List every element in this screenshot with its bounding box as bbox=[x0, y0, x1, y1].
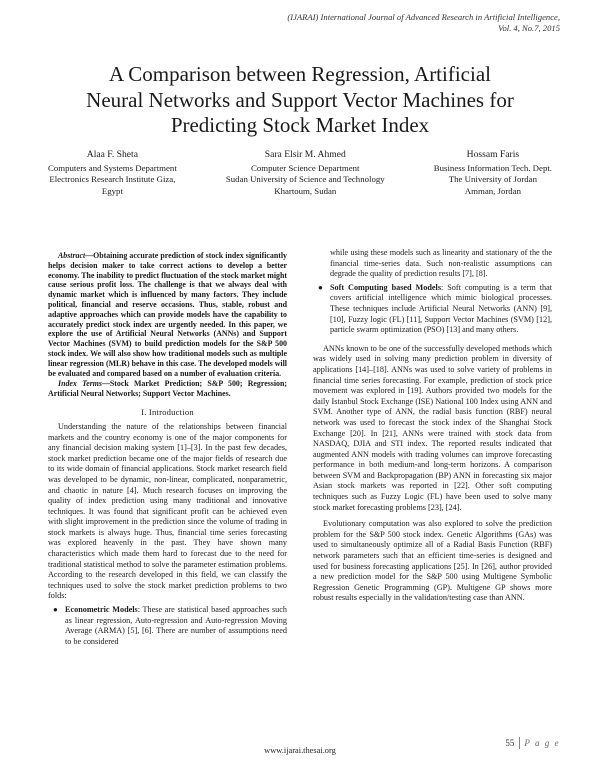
author-name: Alaa F. Sheta bbox=[86, 149, 138, 160]
bullet-text: : These are statistical based approaches such as linear regression, Auto-regression and Auto-regression Moving Average (ARMA) [5], [6]. There are number of assumptions need to be considered bbox=[65, 605, 287, 646]
bullet-icon: ● bbox=[53, 605, 58, 615]
title-line-2: Neural Networks and Support Vector Machines for bbox=[86, 87, 514, 112]
technique-list-continued bbox=[313, 283, 552, 336]
bullet-icon: ● bbox=[318, 282, 323, 292]
author-affiliation: Khartoum, Sudan bbox=[274, 185, 337, 196]
author-affiliation: Computer Science Department bbox=[251, 162, 360, 173]
author-affiliation: Sudan University of Science and Technology bbox=[225, 174, 385, 184]
section-heading: I. Introduction bbox=[141, 406, 194, 417]
author-name: Hossam Faris bbox=[466, 149, 520, 160]
page-number-block bbox=[505, 737, 560, 749]
title-line-1: A Comparison between Regression, Artificial bbox=[108, 62, 491, 86]
footer-url: www.ijarai.thesai.org bbox=[264, 746, 336, 755]
bullet-continuation: while using these models such as linearity and stationary of the the financial time-series data. Such non-realistic assumptions can degrade the quality of prediction results [7], [8]. bbox=[330, 248, 552, 279]
author-affiliation: The University of Jordan bbox=[448, 174, 537, 184]
index-terms-label: Index Terms bbox=[58, 379, 102, 389]
page-divider bbox=[519, 737, 520, 749]
bullet-term: Soft Computing based Models bbox=[330, 282, 442, 292]
abstract-label: Abstract bbox=[58, 251, 86, 260]
technique-list bbox=[48, 605, 287, 647]
journal-volume: Vol. 4, No.7, 2015 bbox=[498, 23, 560, 33]
author-affiliation: Egypt bbox=[101, 185, 123, 196]
list-item bbox=[313, 283, 552, 336]
abstract bbox=[48, 251, 287, 378]
intro-paragraph-1: Understanding the nature of the relationships between financial markets and the country economy is one of the major components for any financial decision making system [1]–[3]. In the past few decades, stock market prediction became one of the major fields of research due to its wide domain of financial applications. Stock market research field was developed to be dynamic, non-linear, complicated, nonparametric, and chaotic in nature [4]. Much research focuses on improving the quality of index prediction using many traditional and innovative techniques. It was found that significant profit can be achieved even with slight improvement in the prediction since the volume of trading in stock markets is always huge. Thus, financial time series forecasting was explored heavenly in the past. They have shown many characteristics which made them hard to forecast due to the need for traditional statistical method to solve the parameter estimation problems. According to the research developed in this field, we can classify the techniques used to solve the stock market prediction problems to two folds: bbox=[48, 421, 287, 601]
author-affiliation: Computers and Systems Department bbox=[48, 162, 177, 173]
bullet-text: : Soft computing is a term that covers artificial intelligence which mimic biological processes. These techniques include Artificial Neural Networks (ANN) [9], [10], Fuzzy logic (FL) [11], Support Vector Machines (SVM) [12], particle swarm optimization (PSO) [13] and many others. bbox=[330, 282, 552, 335]
intro-paragraph-2: ANNs known to be one of the successfully developed methods which was widely used in solving many prediction problem in diversity of applications [14]–[18]. ANNs was used to solve variety of problems in financial time series forecasting. For example, prediction of stock price movement was explored in [19]. Authors provided two models for the daily Istanbul Stock Exchange (ISE) National 100 Index using ANN and SVM. Another type of ANN, the radial basis function (RBF) neural network was used to forecast the stock index of the Shanghai Stock Exchange [20]. In [21], ANNs were trained with stock data from NASDAQ, DJIA and STI index. The reported results indicated that augmented ANN models with trading volumes can improve forecasting performance in both medium-and long-term horizons. A comparison between SVM and Backpropagation (BP) ANN in forecasting six major Asian stock markets was reported in [22]. Other soft computing techniques such as Fuzzy Logic (FL) have been used to solve many stock market forecasting problems [23], [24]. bbox=[313, 343, 552, 512]
paper-title bbox=[40, 62, 560, 139]
author-affiliation: Business Information Tech. Dept. bbox=[433, 162, 552, 173]
page-label: P a g e bbox=[524, 738, 560, 748]
author-block bbox=[48, 149, 552, 197]
intro-paragraph-3: Evolutionary computation was also explored to solve the prediction problem for the S&P 500 stock index. Genetic Algorithms (GAs) was used to simultaneously optimize all of a Radial Basis Function (RBF) network parameters such that an efficient time-series is designed and used for business forecasting applications [25]. In [26], author provided a new prediction model for the S&P 500 using Multigene Symbolic Regression Genetic Programming (GP). Multigene GP shows more robust results especially in the validation/testing case than ANN. bbox=[313, 519, 552, 603]
index-terms-text: —Stock Market Prediction; S&P 500; Regression; Artificial Neural Networks; Support Vector Machines. bbox=[48, 379, 288, 399]
abstract-text: —Obtaining accurate prediction of stock index significantly helps decision maker to take correct actions to develop a better economy. The inability to predict fluctuation of the stock market might cause serious profit loss. The challenge is that we always deal with dynamic market which is influenced by many factors. They include political, financial and reserve occasions. Thus, stable, robust and adaptive approaches which can provide models have the capability to accurately predict stock index are urgently needed. In this paper, we explore the use of Artificial Neural Networks (ANNs) and Support Vector Machines (SVM) to build prediction models for the S&P 500 stock index. We will also show how traditional models such as multiple linear regression (MLR) behave in this case. The developed models will be evaluated and compared based on a number of evaluation criteria. bbox=[48, 251, 287, 378]
index-terms bbox=[48, 379, 287, 399]
list-item bbox=[48, 605, 287, 647]
author-1 bbox=[48, 149, 177, 197]
journal-header bbox=[287, 12, 560, 34]
journal-name: (IJARAI) International Journal of Advanced Research in Artificial Intelligence, bbox=[287, 12, 560, 22]
author-2 bbox=[226, 149, 385, 197]
page-number: 55 bbox=[505, 738, 515, 748]
author-name: Sara Elsir M. Ahmed bbox=[264, 149, 346, 160]
author-affiliation: Electronics Research Institute Giza, bbox=[49, 174, 176, 184]
author-affiliation: Amman, Jordan bbox=[464, 185, 521, 196]
left-column bbox=[48, 251, 287, 649]
right-column bbox=[313, 248, 552, 604]
bullet-term: Econometric Models bbox=[65, 605, 138, 615]
author-3 bbox=[434, 149, 552, 197]
title-line-3: Predicting Stock Market Index bbox=[170, 113, 430, 137]
